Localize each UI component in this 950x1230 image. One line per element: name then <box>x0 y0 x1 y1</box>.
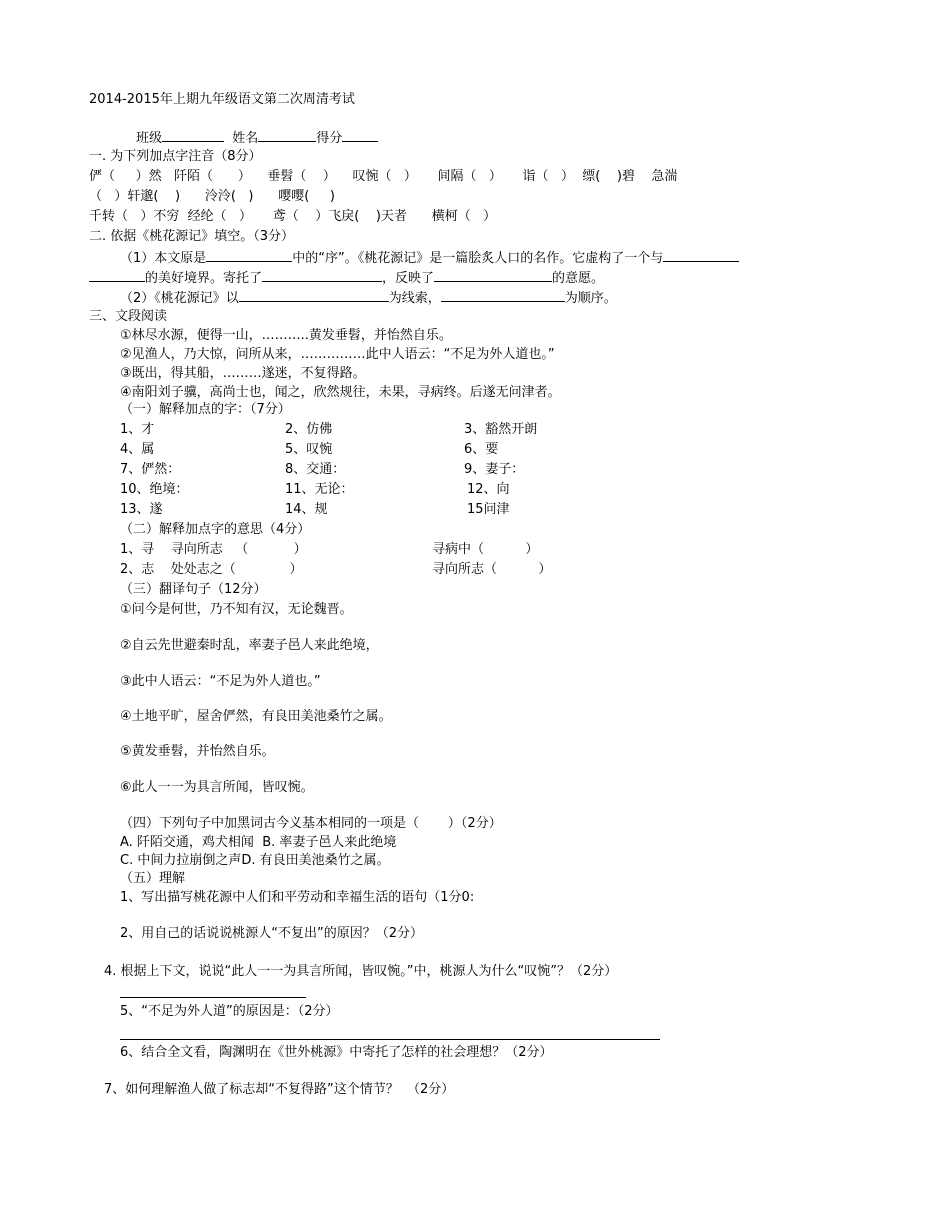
page-title: 2014-2015年上期九年级语文第二次周清考试 <box>89 92 355 107</box>
fill-3-blank-b <box>441 289 565 302</box>
answer-line <box>120 997 306 998</box>
question-7: 7、如何理解渔人做了标志却“不复得路”这个情节？ （2分） <box>104 1082 455 1097</box>
pinyin-row-1: 俨（ ）然 阡陌（ ） 垂髫（ ） 叹惋（ ） 间隔（ ） 诣（ ） 缥( )碧 急湍 <box>89 169 678 184</box>
translate-item: ⑥此人一一为具言所闻，皆叹惋。 <box>120 780 314 795</box>
pinyin-row-3: 千转（ ）不穷 经纶（ ） 鸢（ ）飞戾( )天者 横柯（ ） <box>89 209 497 224</box>
word-item: 2、仿佛 <box>285 422 333 437</box>
class-blank <box>162 129 224 142</box>
fill-1-text-b: 中的“序”。《桃花源记》是一篇脍炙人口的名作。它虚构了一个与 <box>292 251 664 266</box>
fill-3-blank-a <box>239 289 389 302</box>
word-item: 7、俨然： <box>120 462 181 477</box>
fill-1-blank-b <box>663 249 739 262</box>
student-info-line <box>136 129 378 147</box>
score-blank <box>342 129 378 142</box>
choice-ab: A. 阡陌交通，鸡犬相闻 B. 率妻子邑人来此绝境 <box>120 835 397 850</box>
word-item: 12、向 <box>467 482 510 497</box>
name-blank <box>258 129 316 142</box>
word-item: 5、叹惋 <box>285 442 333 457</box>
part-4-heading: （四）下列句子中加黑词古今义基本相同的一项是（ ）（2分） <box>120 816 502 831</box>
meaning-row-2-a: 2、志 处处志之（ ） <box>120 562 303 577</box>
fill-3-text-a: （2）《桃花源记》以 <box>120 291 239 306</box>
section-3-heading: 三、文段阅读 <box>89 309 168 324</box>
question-2: 2、用自己的话说说桃源人“不复出”的原因？（2分） <box>120 926 424 941</box>
question-1: 1、写出描写桃花源中人们和平劳动和幸福生活的语句（1分0: <box>120 890 475 905</box>
part-5-heading: （五）理解 <box>120 871 186 886</box>
score-label: 得分 <box>316 131 343 146</box>
fill-line-3 <box>120 289 617 307</box>
word-item: 15问津 <box>467 502 510 517</box>
passage-line: ③既出，得其船，………遂迷，不复得路。 <box>120 366 366 381</box>
translate-item: ③此中人语云：“不足为外人道也。” <box>120 674 321 689</box>
question-6: 6、结合全文看，陶渊明在《世外桃源》中寄托了怎样的社会理想？（2分） <box>120 1045 553 1060</box>
word-item: 11、无论： <box>285 482 354 497</box>
fill-2-text-c: 的意愿。 <box>552 271 605 286</box>
question-4: 4. 根据上下文，说说“此人一一为具言所闻，皆叹惋。”中，桃源人为什么“叹惋”？（2分） <box>104 964 618 979</box>
fill-1-blank-a <box>206 249 292 262</box>
word-item: 4、属 <box>120 442 155 457</box>
answer-line <box>120 1039 660 1040</box>
fill-2-blank-b <box>262 269 382 282</box>
class-label: 班级 <box>136 131 163 146</box>
translate-item: ⑤黄发垂髫，并怡然自乐。 <box>120 744 275 759</box>
word-item: 6、要 <box>464 442 499 457</box>
section-1-heading: 一. 为下列加点字注音（8分） <box>89 149 262 164</box>
word-item: 8、交通： <box>285 462 346 477</box>
fill-2-blank-a <box>89 269 145 282</box>
translate-item: ①问今是何世，乃不知有汉，无论魏晋。 <box>120 602 353 617</box>
section-2-heading: 二. 依据《桃花源记》填空。（3分） <box>89 229 295 244</box>
fill-2-text-a: 的美好境界。寄托了 <box>145 271 263 286</box>
fill-3-text-c: 为顺序。 <box>564 291 617 306</box>
translate-item: ②自云先世避秦时乱，率妻子邑人来此绝境， <box>120 638 379 653</box>
meaning-row-1-a: 1、寻 寻向所志 （ ） <box>120 542 307 557</box>
passage-line: ②见渔人，乃大惊，问所从来，……………此中人语云：“不足为外人道也。” <box>120 347 555 362</box>
part-3-heading: （三）翻译句子（12分） <box>120 582 267 597</box>
part-2-heading: （二）解释加点字的意思（4分） <box>120 522 311 537</box>
translate-item: ④土地平旷，屋舍俨然，有良田美池桑竹之属。 <box>120 709 392 724</box>
passage-line: ①林尽水源，便得一山，………..黄发垂髫，并怡然自乐。 <box>120 328 452 343</box>
fill-1-text-a: （1）本文原是 <box>120 251 207 266</box>
part-1-heading: （一）解释加点的字：（7分） <box>120 402 291 417</box>
fill-2-text-b: ，反映了 <box>382 271 435 286</box>
pinyin-row-2: （ ）轩邈( ) 泠泠( ) 嘤嘤( ) <box>89 189 336 204</box>
fill-line-2 <box>89 269 604 287</box>
meaning-row-1-b: 寻病中（ ） <box>432 542 539 557</box>
question-5: 5、“不足为外人道”的原因是：（2分） <box>120 1004 339 1019</box>
choice-cd: C. 中间力拉崩倒之声D. 有良田美池桑竹之属。 <box>120 853 390 868</box>
word-item: 3、豁然开朗 <box>464 422 538 437</box>
fill-2-blank-c <box>434 269 552 282</box>
word-item: 10、绝境： <box>120 482 189 497</box>
fill-line-1 <box>120 249 739 267</box>
passage-line: ④南阳刘子骥，高尚士也，闻之，欣然规往，未果，寻病终。后遂无问津者。 <box>120 385 561 400</box>
name-label: 姓名 <box>232 131 259 146</box>
word-item: 14、规 <box>285 502 328 517</box>
meaning-row-2-b: 寻向所志（ ） <box>432 562 552 577</box>
word-item: 1、才 <box>120 422 155 437</box>
fill-3-text-b: 为线索， <box>388 291 441 306</box>
word-item: 13、遂 <box>120 502 163 517</box>
word-item: 9、妻子： <box>464 462 525 477</box>
